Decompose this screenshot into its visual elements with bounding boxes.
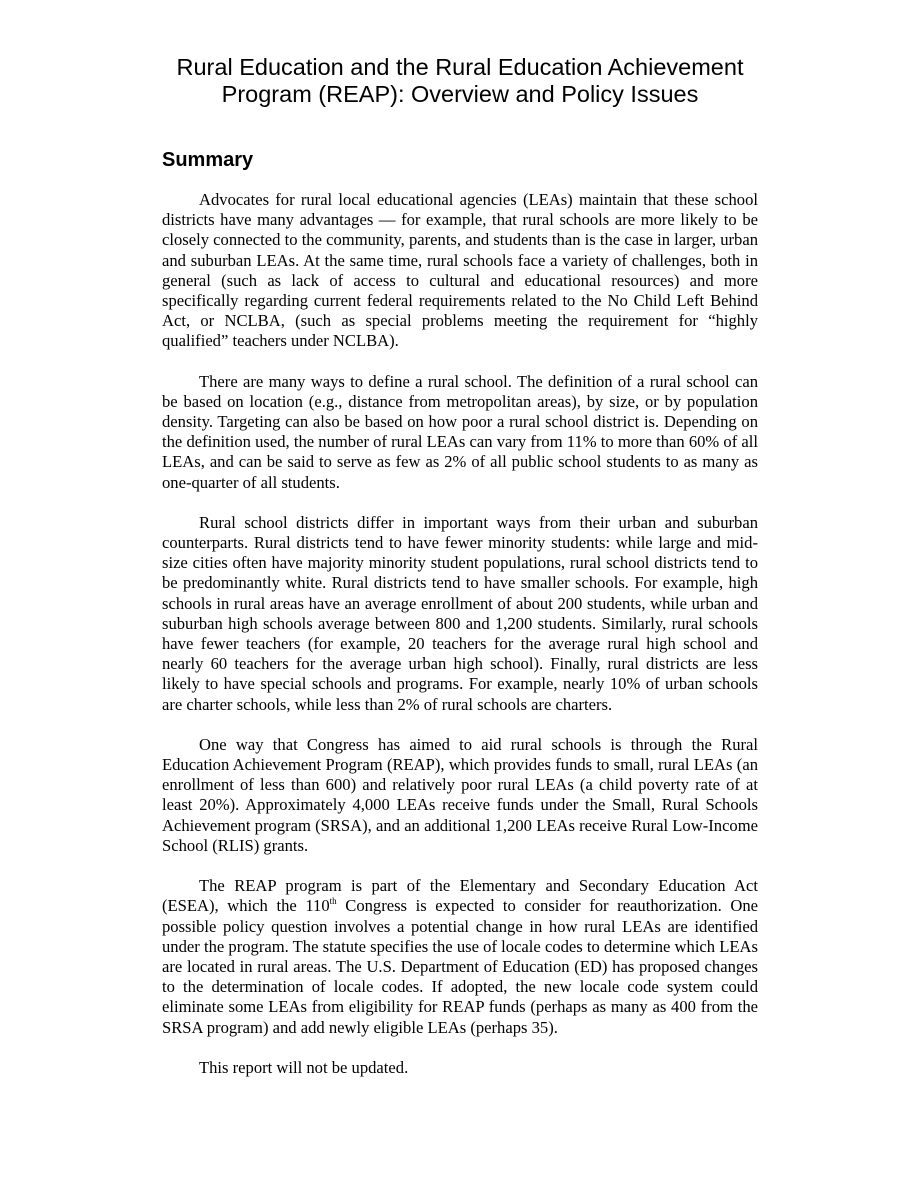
document-title	[162, 54, 758, 108]
summary-paragraph-1: Advocates for rural local educational agencies (LEAs) maintain that these school districts have many advantages — for example, that rural schools are more likely to be closely connected to the community, parents, and students than is the case in larger, urban and suburban LEAs. At the same time, rural schools face a variety of challenges, both in general (such as lack of access to cultural and educational resources) and more specifically regarding current federal requirements related to the No Child Left Behind Act, or NCLBA, (such as special problems meeting the requirement for “highly qualified” teachers under NCLBA).	[162, 190, 758, 351]
document-page	[162, 54, 758, 1078]
summary-paragraph-2: There are many ways to define a rural school. The definition of a rural school can be based on location (e.g., distance from metropolitan areas), by size, or by population density. Targeting can also be based on how poor a rural school district is. Depending on the definition used, the number of rural LEAs can vary from 11% to more than 60% of all LEAs, and can be said to serve as few as 2% of all public school students to as many as one-quarter of all students.	[162, 371, 758, 492]
summary-paragraph-4: One way that Congress has aimed to aid rural schools is through the Rural Education Achievement Program (REAP), which provides funds to small, rural LEAs (an enrollment of less than 600) and relatively poor rural LEAs (a child poverty rate of at least 20%). Approximately 4,000 LEAs receive funds under the Small, Rural Schools Achievement program (SRSA), and an additional 1,200 LEAs receive Rural Low-Income School (RLIS) grants.	[162, 734, 758, 855]
paragraph-5-text-after: Congress is expected to consider for reauthorization. One possible policy question involves a potential change in how rural LEAs are identified under the program. The statute specifies the use of locale codes to determine which LEAs are located in rural areas. The U.S. Department of Education (ED) has proposed changes to the determination of locale codes. If adopted, the new locale code system could eliminate some LEAs from eligibility for REAP funds (perhaps as many as 400 from the SRSA program) and add newly eligible LEAs (perhaps 35).	[162, 896, 759, 1037]
ordinal-superscript: th	[329, 895, 337, 906]
title-line-2: Program (REAP): Overview and Policy Issues	[221, 81, 699, 107]
paragraph-5-text-before: The REAP program is part of the Elementary and Secondary Education Act (ESEA), which the 110	[162, 876, 758, 916]
closing-note: This report will not be updated.	[199, 1057, 409, 1077]
summary-paragraph-3: Rural school districts differ in important ways from their urban and suburban counterparts. Rural districts tend to have fewer minority students: while large and mid-size cities often have majority minority student populations, rural school districts tend to be predominantly white. Rural districts tend to have smaller schools. For example, high schools in rural areas have an average enrollment of about 200 students, while urban and suburban high schools average between 800 and 1,200 students. Similarly, rural schools have fewer teachers (for example, 20 teachers for the average rural high school and nearly 60 teachers for the average urban high school). Finally, rural districts are less likely to have special schools and programs. For example, nearly 10% of urban schools are charter schools, while less than 2% of rural schools are charters.	[162, 512, 758, 714]
summary-heading: Summary	[162, 149, 254, 171]
title-line-1: Rural Education and the Rural Education Achievement	[176, 54, 744, 80]
summary-paragraph-5	[162, 876, 758, 1038]
